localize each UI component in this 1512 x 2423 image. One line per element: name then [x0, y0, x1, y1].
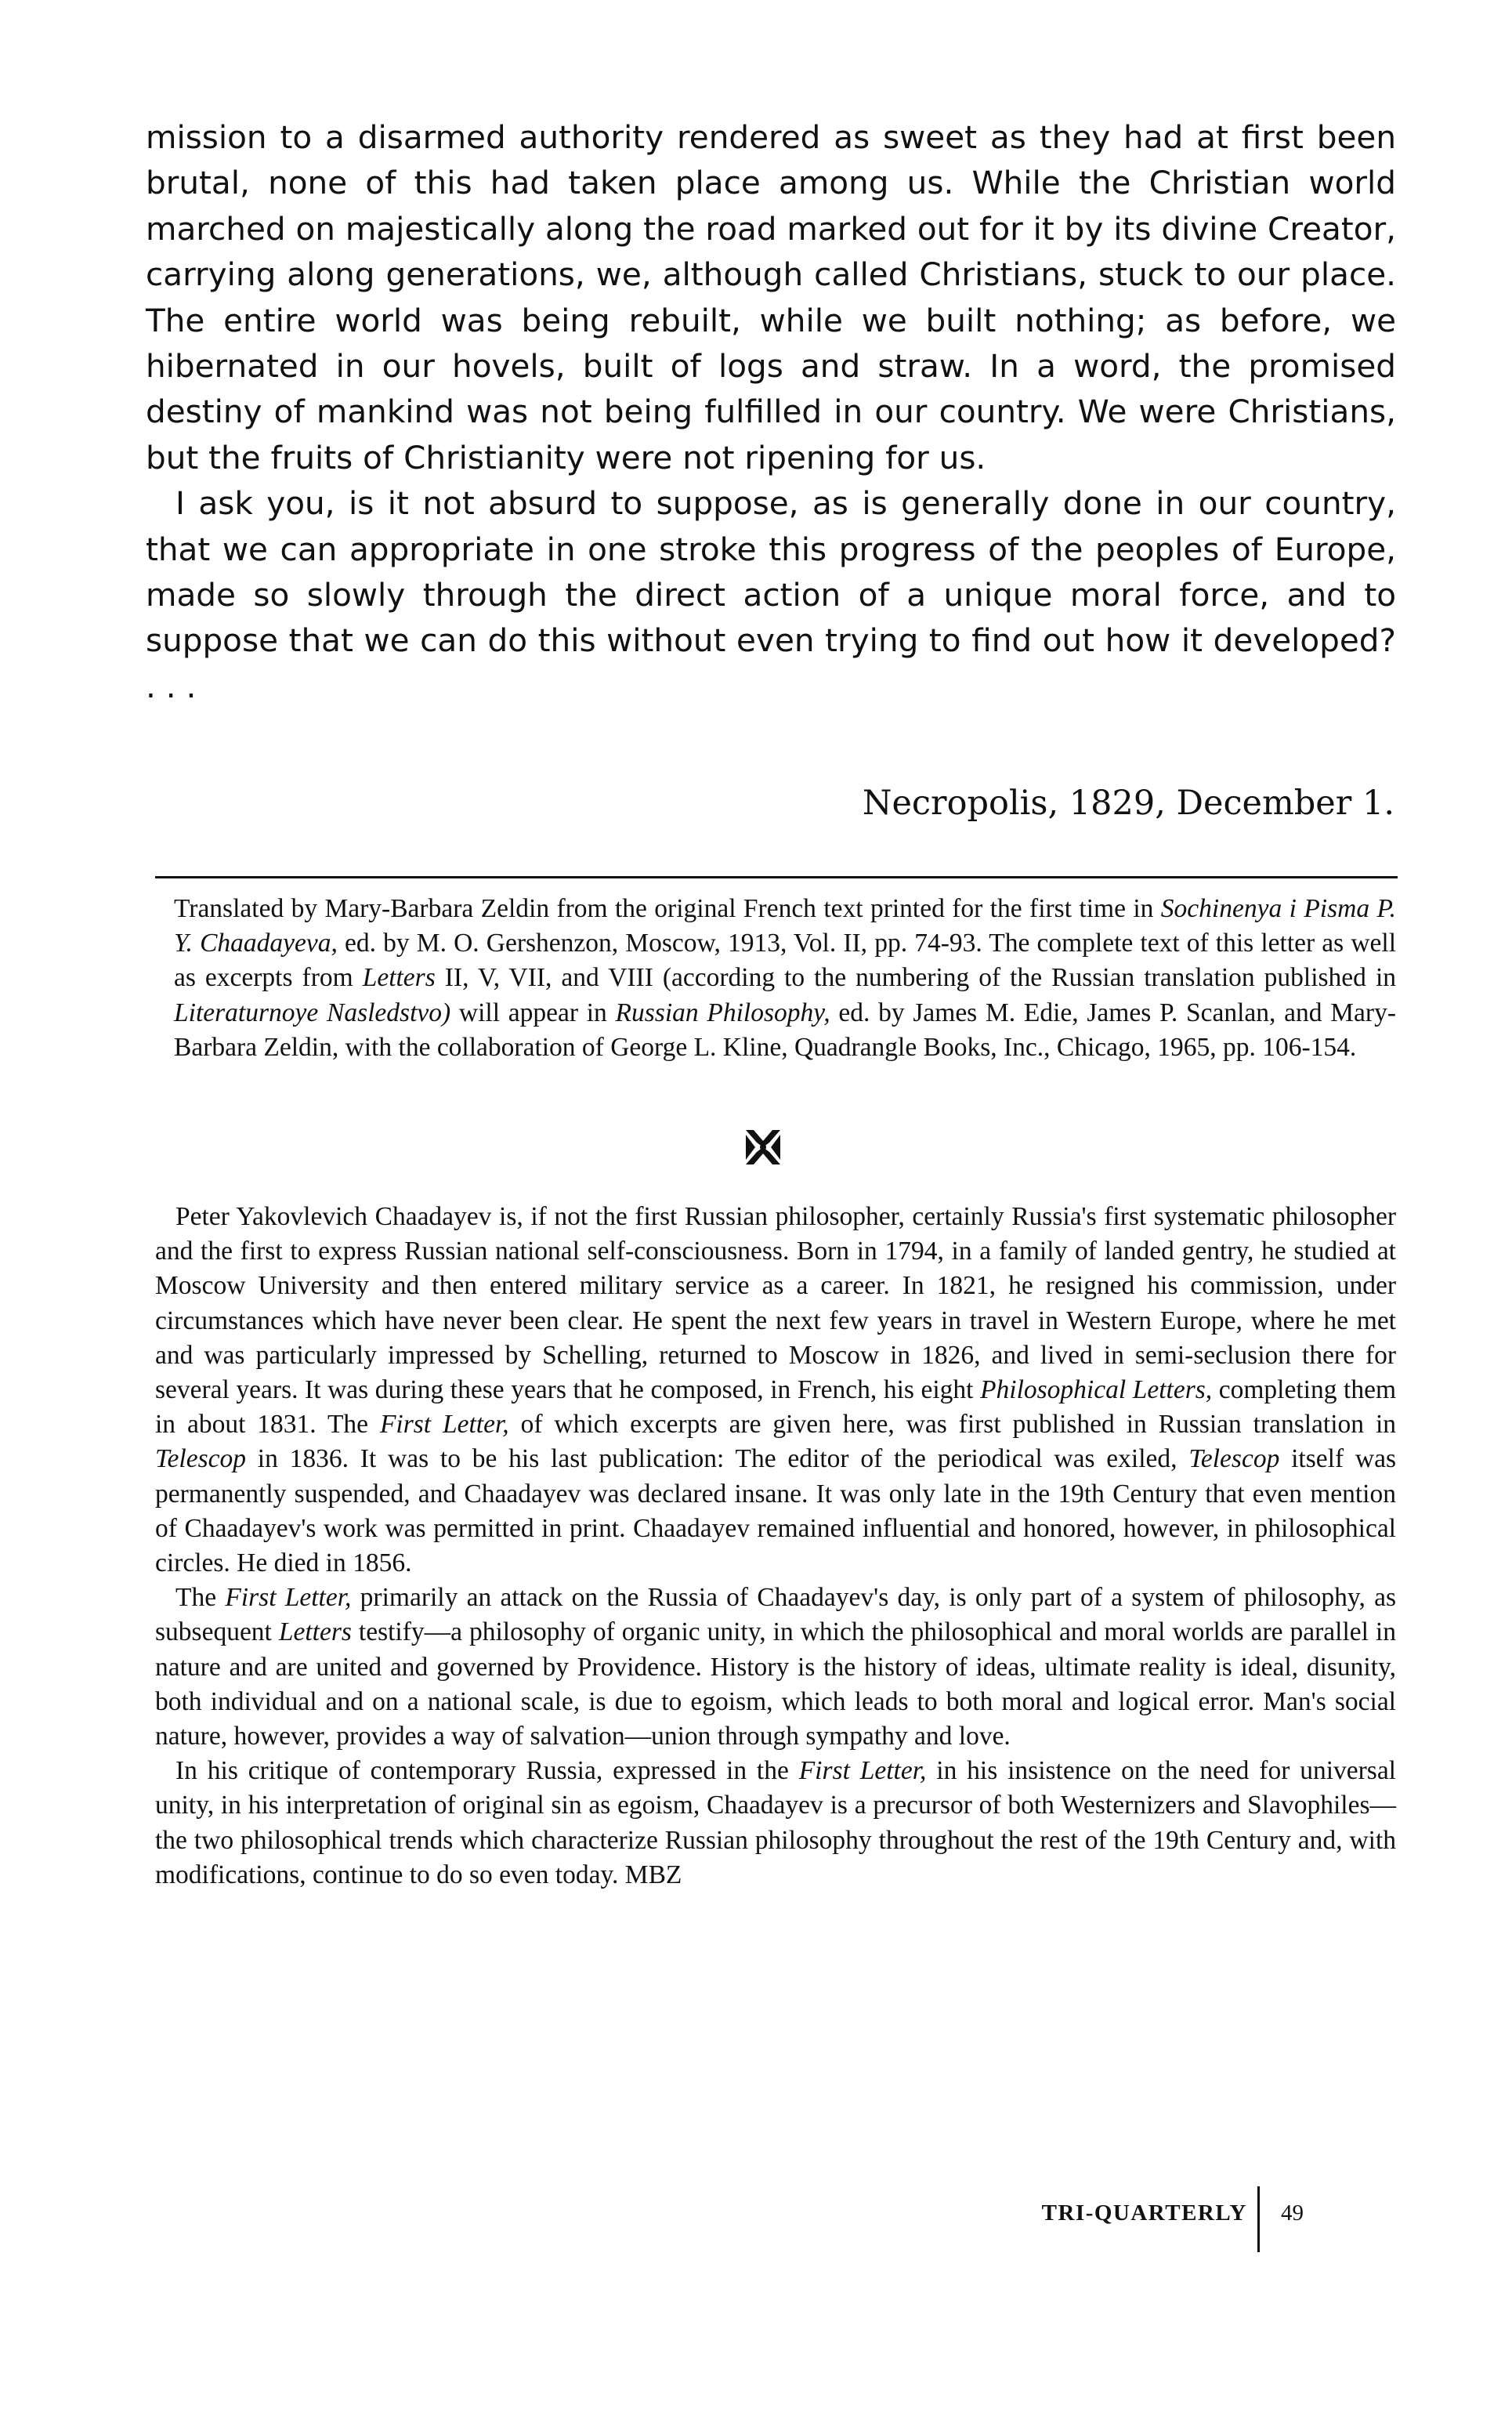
bio-italic: First Letter, — [379, 1410, 509, 1440]
main-paragraph-2: I ask you, is it not absurd to suppose, as is generally done in our country, that we can appropriate in one stroke this progress of the peoples of Europe, made so slowly through the direct action of a unique moral force, and to suppose that we can do this without even trying to find out how it developed? . . . — [146, 484, 1396, 705]
journal-name: TRI-QUARTERLY — [1041, 2200, 1247, 2226]
note-italic: Letters — [362, 963, 436, 993]
decorative-ornament-icon — [743, 1127, 783, 1168]
note-italic: Russian Philosophy, — [615, 998, 830, 1027]
bio-italic: First Letter, — [798, 1756, 927, 1786]
dateline: Necropolis, 1829, December 1. — [862, 784, 1394, 823]
bio-text: completing them in about 1831. The — [155, 1375, 1397, 1440]
translation-note-paragraph — [174, 892, 1396, 1065]
main-text — [146, 114, 1396, 709]
bio-text: primarily an attack on the Russia of Chaadayev's day, is only part of a system of philosophy, as subsequent — [155, 1583, 1396, 1647]
footer-divider — [1257, 2186, 1260, 2252]
bio-italic: Telescop — [1188, 1444, 1280, 1474]
main-paragraph-1: mission to a disarmed authority rendered as sweet as they had at first been brutal, none of this had taken place among us. While the Christian world marched on majestically along the road marked out for it by its divine Creator, carrying along generations, we, although called Christians, stuck to our place. The entire world was being rebuilt, while we built nothing; as before, we hibernated in our hovels, built of logs and straw. In a word, the promised destiny of mankind was not being fulfilled in our country. We were Christians, but the fruits of Christianity were not ripening for us. — [146, 118, 1396, 476]
bio-italic: Letters — [278, 1617, 352, 1647]
note-italic: Sochinenya i Pisma P. Y. Chaadayeva, — [174, 894, 1396, 958]
page-number: 49 — [1281, 2200, 1304, 2226]
bio-text: The — [175, 1583, 226, 1613]
bio-text: itself was permanently suspended, and Chaadayev was declared insane. It was only late in the 19th Century that even mention of Chaadayev's work was permitted in print. Chaadayev remained influential and honored, however, in philosophical circles. He died in 1856. — [155, 1444, 1396, 1578]
bio-text: in 1836. It was to be his last publication: The editor of the periodical was exiled, — [246, 1444, 1189, 1474]
bio-italic: Telescop — [155, 1444, 247, 1474]
translation-note — [174, 892, 1396, 1065]
bio-paragraph-2 — [155, 1581, 1396, 1754]
bio-paragraph-3 — [155, 1754, 1396, 1892]
bio-text: In his critique of contemporary Russia, expressed in the — [175, 1756, 799, 1786]
bio-italic: First Letter, — [225, 1583, 352, 1613]
page-footer — [1034, 2186, 1363, 2252]
bio-italic: Philosophical Letters, — [980, 1375, 1213, 1405]
note-text: ed. by M. O. Gershenzon, Moscow, 1913, Vol. II, pp. 74-93. The complete text of this letter as well as excerpts from — [174, 929, 1396, 993]
bio-text: Peter Yakovlevich Chaadayev is, if not the first Russian philosopher, certainly Russia's first systematic philosopher and the first to express Russian national self-consciousness. Born in 1794, in a family of landed gentry, he studied at Moscow University and then entered military service as a career. In 1821, he resigned his commission, under circumstances which have never been clear. He spent the next few years in travel in Western Europe, where he met and was particularly impressed by Schelling, returned to Moscow in 1826, and lived in semi-seclusion there for several years. It was during these years that he composed, in French, his eight — [155, 1202, 1396, 1405]
note-text: Translated by Mary-Barbara Zeldin from the original French text printed for the first time in — [174, 894, 1161, 923]
note-text: II, V, VII, and VIII (according to the numbering of the Russian translation published in — [435, 963, 1396, 993]
note-italic: Literaturnoye Nasledstvo) — [174, 998, 451, 1027]
bio-text: testify—a philosophy of organic unity, in which the philosophical and moral worlds are parallel in nature and are united and governed by Providence. History is the history of ideas, ultimate reality is ideal, disunity, both individual and on a national scale, is due to egoism, which leads to both moral and logical error. Man's social nature, however, provides a way of salvation—union through sympathy and love. — [155, 1617, 1396, 1751]
note-text: ed. by James M. Edie, James P. Scanlan, and Mary-Barbara Zeldin, with the collaboration of George L. Kline, Quadrangle Books, Inc., Chicago, 1965, pp. 106-154. — [174, 998, 1396, 1062]
note-text: will appear in — [450, 998, 616, 1027]
biography — [155, 1200, 1396, 1892]
section-divider — [155, 876, 1398, 878]
bio-paragraph-1 — [155, 1200, 1396, 1581]
bio-text: in his insistence on the need for universal unity, in his interpretation of original sin as egoism, Chaadayev is a precursor of both Westernizers and Slavophiles—the two philosophical trends which characterize Russian philosophy throughout the rest of the 19th Century and, with modifications, continue to do so even today. MBZ — [155, 1756, 1396, 1889]
bio-text: of which excerpts are given here, was first published in Russian translation in — [508, 1410, 1396, 1440]
